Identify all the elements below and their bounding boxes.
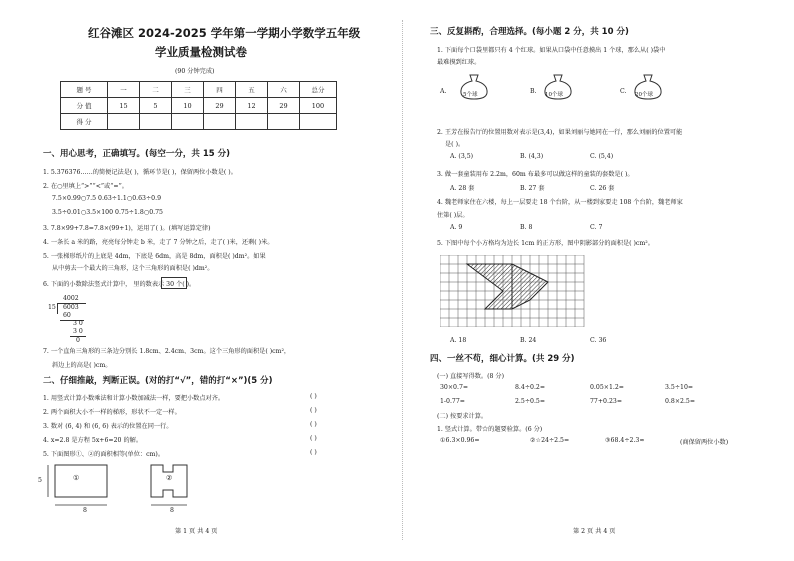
division-quotient: 4002 — [63, 295, 79, 302]
score-table — [60, 81, 337, 130]
figure-2-label: ② — [166, 474, 173, 482]
highlight-box — [161, 277, 187, 289]
question-6: 6. 下面的小数除法竖式计算中， 里的数表示 30 个( )。 — [43, 281, 196, 288]
choice-5: 5. 下图中每个小方格均为边长 1cm 的正方形，图中阴影部分的面积是( )cm²。 — [437, 240, 654, 247]
calc-item: 77+0.23= — [590, 398, 623, 405]
choice-4a: 4. 魏老师家住在六楼，每上一层要走 18 个台阶，从一楼到家要走 108 个台阶，魏老师家 — [437, 199, 683, 206]
vertical-calc-item: ①6.3×0.96= — [440, 437, 480, 444]
score-input-cell[interactable] — [140, 114, 172, 130]
grid-figure — [440, 255, 585, 327]
table-cell: 5 — [140, 98, 172, 114]
vertical-calc-title: 1. 竖式计算。带☆的题要验算。(6 分) — [437, 426, 543, 433]
table-cell: 总分 — [300, 82, 337, 98]
score-table-row — [61, 114, 337, 130]
section4-title: 四、一丝不苟，细心计算。(共 29 分) — [430, 354, 575, 364]
section2-title: 二、仔细推敲，判断正误。(对的打“√”，错的打“×”)(5 分) — [43, 376, 273, 386]
division-step: 60 — [63, 312, 71, 319]
table-cell: 五 — [236, 82, 268, 98]
question-2a: 7.5×0.99○7.5 0.63÷1.1○0.63÷0.9 — [52, 195, 162, 202]
table-cell: 六 — [268, 82, 300, 98]
table-cell: 分 值 — [61, 98, 108, 114]
question-5b: 从中剪去一个最大的三角形，这个三角形的面积是( )dm²。 — [52, 265, 214, 272]
division-step: 3 0 — [73, 320, 83, 327]
judge-2: 2. 两个面积大小不一样的梯形，形状不一定一样。 — [43, 409, 181, 416]
calc-item: 1-0.77= — [440, 398, 465, 405]
table-cell: 100 — [300, 98, 337, 114]
section3-title: 三、反复斟酌，合理选择。(每小题 2 分，共 10 分) — [430, 27, 629, 37]
question-1: 1. 5.376376……的简便记法是( )，循环节是( )，保留两位小数是( )。 — [43, 169, 237, 176]
figure-side-label: 5 — [38, 477, 42, 484]
option-label[interactable]: B. 8 — [520, 224, 533, 231]
question-2: 2. 在○里填上“>”“<”或“=”。 — [43, 183, 128, 190]
option-label[interactable]: B. — [530, 88, 537, 95]
table-cell: 二 — [140, 82, 172, 98]
figure-base-label: 8 — [170, 507, 174, 514]
question-7b: 斜边上的高是( )cm。 — [52, 362, 112, 369]
option-label[interactable]: C. (5,4) — [590, 153, 614, 160]
choice-3: 3. 做一套童装用布 2.2m，60m 布最多可以做这样的童装的套数是( )。 — [437, 171, 634, 178]
table-cell: 题 号 — [61, 82, 108, 98]
answer-paren[interactable]: ( ) — [310, 435, 317, 442]
choice-2b: 是( )。 — [445, 141, 465, 148]
table-cell: 四 — [204, 82, 236, 98]
option-label[interactable]: C. 26 套 — [590, 185, 615, 192]
score-input-cell[interactable] — [204, 114, 236, 130]
question-2b: 3.5÷0.01○3.5×100 0.75÷1.8○0.75 — [52, 209, 163, 216]
figure-1-label: ① — [73, 474, 80, 482]
question-5a: 5. 一张梯形纸片的上底是 4dm，下底是 6dm，高是 8dm，面积是( )dm²。如果 — [43, 253, 266, 260]
option-label[interactable]: A. 28 套 — [450, 185, 475, 192]
question-3: 3. 7.8×99+7.8=7.8×(99+1)，运用了( )。(填写运算定律) — [43, 225, 211, 232]
answer-paren[interactable]: ( ) — [310, 421, 317, 428]
option-label[interactable]: A. 9 — [450, 224, 463, 231]
calc-item: 3.5÷10= — [665, 384, 694, 391]
option-label[interactable]: C. — [620, 88, 627, 95]
choice-2: 2. 王芳在报告厅的位置用数对表示是(3,4)，如果刘丽与她同在一行，那么刘丽的位置可能 — [437, 129, 683, 136]
figure-1-rect — [55, 465, 107, 497]
division-bracket — [57, 303, 58, 314]
choice-4b: 住第( )层。 — [437, 212, 469, 219]
page-footer: 第 1 页 共 4 页 — [175, 528, 218, 535]
figure-base-label: 8 — [83, 507, 87, 514]
score-input-cell[interactable] — [236, 114, 268, 130]
table-cell: 29 — [204, 98, 236, 114]
option-label[interactable]: C. 36 — [590, 337, 607, 344]
calc-item: 2.5÷0.5= — [515, 398, 546, 405]
option-label[interactable]: A. 18 — [450, 337, 467, 344]
choice-1a: 1. 下面每个口袋里都只有 4 个红球。如果从口袋中任意摸出 1 个球，那么从( )袋中 — [437, 47, 666, 54]
table-cell: 15 — [108, 98, 140, 114]
judge-4: 4. x=2.8 是方程 5x+6=20 的解。 — [43, 437, 143, 444]
option-label[interactable]: A. — [440, 88, 447, 95]
option-label[interactable]: A. (3,5) — [450, 153, 474, 160]
vertical-calc-item: ③68.4÷2.3≈ — [605, 437, 645, 444]
exam-subtitle: 学业质量检测试卷 — [155, 45, 247, 59]
score-input-cell[interactable] — [300, 114, 337, 130]
score-input-cell[interactable] — [268, 114, 300, 130]
option-label[interactable]: B. 24 — [520, 337, 537, 344]
calc-item: 0.05×1.2= — [590, 384, 624, 391]
section1-title: 一、用心思考，正确填写。(每空一分，共 15 分) — [43, 149, 231, 159]
page-footer: 第 2 页 共 4 页 — [573, 528, 616, 535]
division-remainder: 0 — [76, 337, 80, 344]
table-cell: 12 — [236, 98, 268, 114]
exam-title: 红谷滩区 2024-2025 学年第一学期小学数学五年级 — [88, 26, 361, 40]
answer-paren[interactable]: ( ) — [310, 393, 317, 400]
answer-paren[interactable]: ( ) — [310, 449, 317, 456]
table-cell: 29 — [268, 98, 300, 114]
table-cell: 三 — [172, 82, 204, 98]
page-divider — [402, 20, 403, 540]
bag-label: 20个球 — [635, 92, 653, 98]
option-label[interactable]: B. 27 套 — [520, 185, 545, 192]
choice-1b: 最难摸到红球。 — [437, 59, 481, 66]
subsection-2: (二) 按要求计算。 — [437, 413, 488, 420]
answer-paren[interactable]: ( ) — [310, 407, 317, 414]
vertical-calc-item: ②☆24÷2.5= — [530, 437, 570, 444]
score-table-row — [61, 82, 337, 98]
score-table-row — [61, 98, 337, 114]
shaded-region — [467, 264, 548, 309]
division-dividend: 6003 — [63, 304, 79, 311]
option-label[interactable]: B. (4,3) — [520, 153, 544, 160]
vertical-calc-note: (商保留两位小数) — [680, 439, 729, 446]
score-input-cell[interactable] — [172, 114, 204, 130]
calc-item: 30×0.7= — [440, 384, 469, 391]
option-label[interactable]: C. 7 — [590, 224, 603, 231]
judge-3: 3. 数对 (6, 4) 和 (6, 6) 表示的位置在同一行。 — [43, 423, 173, 430]
question-4: 4. 一条长 a 米的路，亮亮每分钟走 b 米，走了 7 分钟之后，走了( )米，还剩( )米。 — [43, 239, 274, 246]
bag-label: 10个球 — [545, 92, 563, 98]
table-cell: 得 分 — [61, 114, 108, 130]
exam-duration: (90 分钟完成) — [175, 68, 215, 75]
division-step: 3 0 — [73, 328, 83, 335]
bag-label: 5个球 — [463, 92, 478, 98]
calc-item: 0.8×2.5= — [665, 398, 696, 405]
score-input-cell[interactable] — [108, 114, 140, 130]
table-cell: 一 — [108, 82, 140, 98]
question-7a: 7. 一个直角三角形的三条边分别长 1.8cm、2.4cm、3cm。这个三角形的面积是( )cm²， — [43, 348, 291, 355]
calc-item: 8.4÷0.2= — [515, 384, 546, 391]
judge-1: 1. 用竖式计算小数乘法和计算小数加减法一样，要把小数点对齐。 — [43, 395, 225, 402]
judge-5: 5. 下面图形①、②的面积相等(单位：cm)。 — [43, 451, 165, 458]
division-divisor: 15 — [48, 304, 56, 311]
subsection-1: (一) 直接写得数。(8 分) — [437, 373, 505, 380]
table-cell: 10 — [172, 98, 204, 114]
